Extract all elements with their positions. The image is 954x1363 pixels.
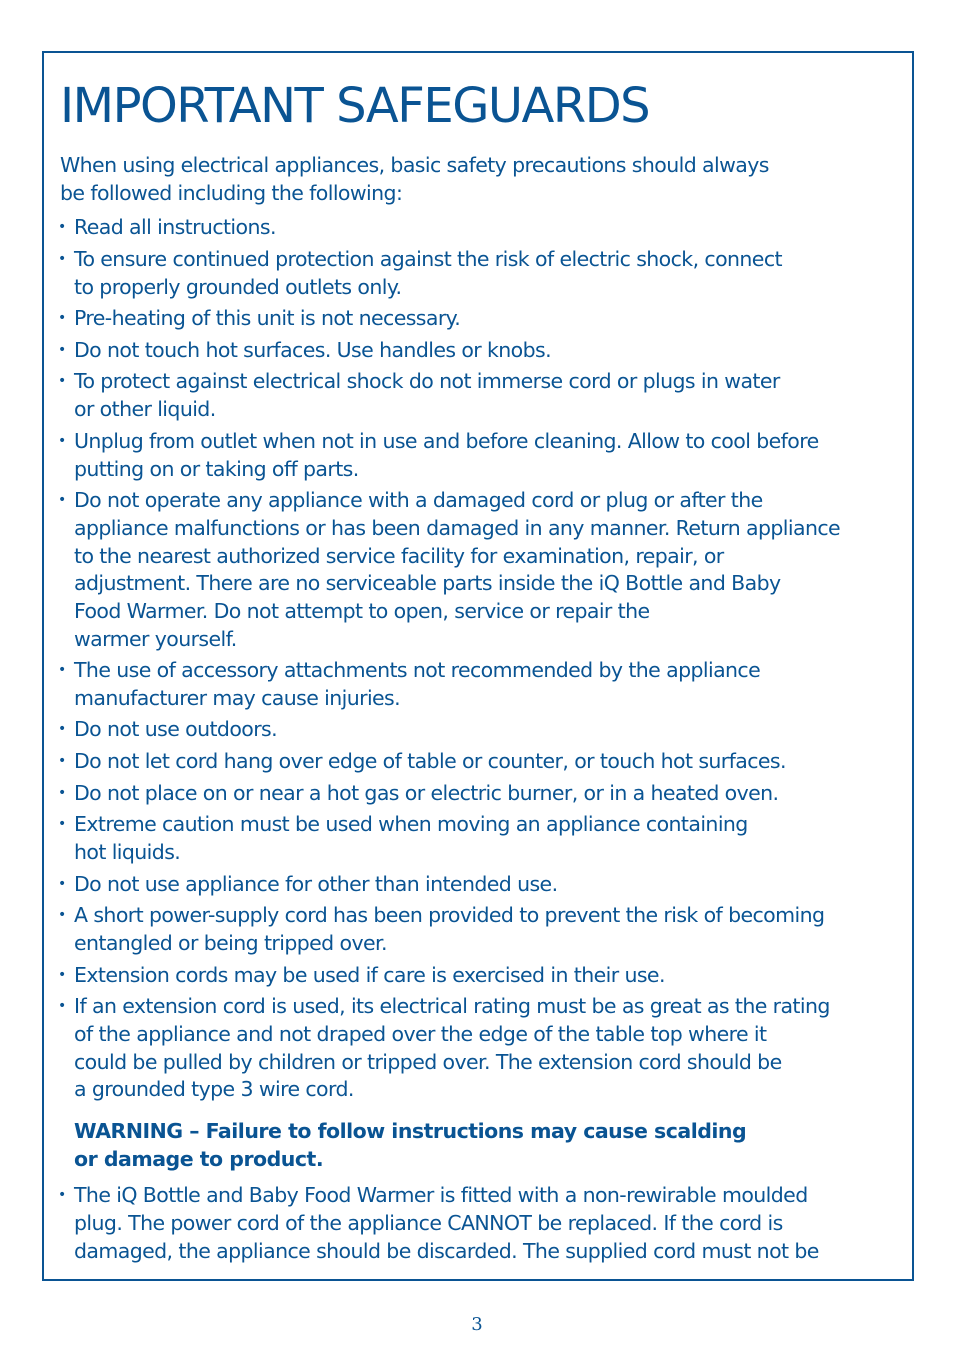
intro-paragraph: When using electrical appliances, basic safety precautions should always be followed including the following: <box>60 153 769 205</box>
list-item <box>58 716 898 744</box>
bullet-icon: • <box>58 492 66 508</box>
list-item-text: Extreme caution must be used when moving an appliance containing hot liquids. <box>74 812 748 864</box>
bullet-icon: • <box>58 967 66 983</box>
bullet-icon: • <box>58 1187 66 1203</box>
list-item <box>58 337 898 365</box>
bullet-icon: • <box>58 907 66 923</box>
bullet-icon: • <box>58 998 66 1014</box>
bullet-icon: • <box>58 876 66 892</box>
list-item-text: To protect against electrical shock do not immerse cord or plugs in water or other liquid. <box>74 369 780 421</box>
bullet-icon: • <box>58 433 66 449</box>
list-item-text: Unplug from outlet when not in use and before cleaning. Allow to cool before putting on or taking off parts. <box>74 429 819 481</box>
bullet-icon: • <box>58 251 66 267</box>
list-item-text: Do not use outdoors. <box>74 717 278 741</box>
page-title: IMPORTANT SAFEGUARDS <box>60 78 650 134</box>
list-item-text: Extension cords may be used if care is exercised in their use. <box>74 963 665 987</box>
list-item-text: The iQ Bottle and Baby Food Warmer is fitted with a non-rewirable moulded plug. The power cord of the appliance CANNOT be replaced. If the cord is damaged, the appliance should be discarded. The supplied cord must not be <box>74 1183 819 1263</box>
bullet-icon: • <box>58 342 66 358</box>
page-number: 3 <box>471 1314 483 1335</box>
list-item <box>58 748 898 776</box>
bullet-icon: • <box>58 785 66 801</box>
bullet-icon: • <box>58 310 66 326</box>
list-item-text: Pre-heating of this unit is not necessary. <box>74 306 461 330</box>
list-item <box>58 246 898 302</box>
list-item <box>58 305 898 333</box>
list-item <box>58 1182 898 1265</box>
list-item-text: The use of accessory attachments not recommended by the appliance manufacturer may cause injuries. <box>74 658 761 710</box>
list-item <box>58 214 898 242</box>
list-item-text: Do not place on or near a hot gas or electric burner, or in a heated oven. <box>74 781 779 805</box>
warning-notice: WARNING – Failure to follow instructions may cause scalding or damage to product. <box>74 1119 747 1171</box>
list-item-text: Read all instructions. <box>74 215 276 239</box>
list-item <box>58 368 898 424</box>
list-item-text: Do not use appliance for other than intended use. <box>74 872 558 896</box>
list-item <box>58 902 898 958</box>
safeguards-frame <box>42 51 914 1281</box>
bullet-icon: • <box>58 816 66 832</box>
list-item <box>58 871 898 899</box>
list-item-text: To ensure continued protection against the risk of electric shock, connect to properly grounded outlets only. <box>74 247 782 299</box>
bullet-icon: • <box>58 373 66 389</box>
list-item-text: Do not operate any appliance with a damaged cord or plug or after the appliance malfunctions or has been damaged in any manner. Return appliance to the nearest authorized service facility for examination, repair, or adjustment. There are no serviceable parts inside the iQ Bottle and Baby Food Warmer. Do not attempt to open, service or repair the warmer yourself. <box>74 488 841 651</box>
bullet-icon: • <box>58 662 66 678</box>
list-item <box>58 487 898 654</box>
list-item <box>58 657 898 713</box>
list-item-text: If an extension cord is used, its electrical rating must be as great as the rating of the appliance and not draped over the edge of the table top where it could be pulled by children or tripped over. The extension cord should be a grounded type 3 wire cord. <box>74 994 830 1102</box>
list-item <box>58 428 898 484</box>
list-item <box>58 780 898 808</box>
bullet-icon: • <box>58 721 66 737</box>
list-item-text: A short power-supply cord has been provided to prevent the risk of becoming entangled or being tripped over. <box>74 903 825 955</box>
bullet-icon: • <box>58 753 66 769</box>
bullet-icon: • <box>58 219 66 235</box>
list-item <box>58 962 898 990</box>
list-item <box>58 811 898 867</box>
list-item-text: Do not let cord hang over edge of table or counter, or touch hot surfaces. <box>74 749 786 773</box>
list-item-text: Do not touch hot surfaces. Use handles or knobs. <box>74 338 552 362</box>
list-item <box>58 993 898 1104</box>
